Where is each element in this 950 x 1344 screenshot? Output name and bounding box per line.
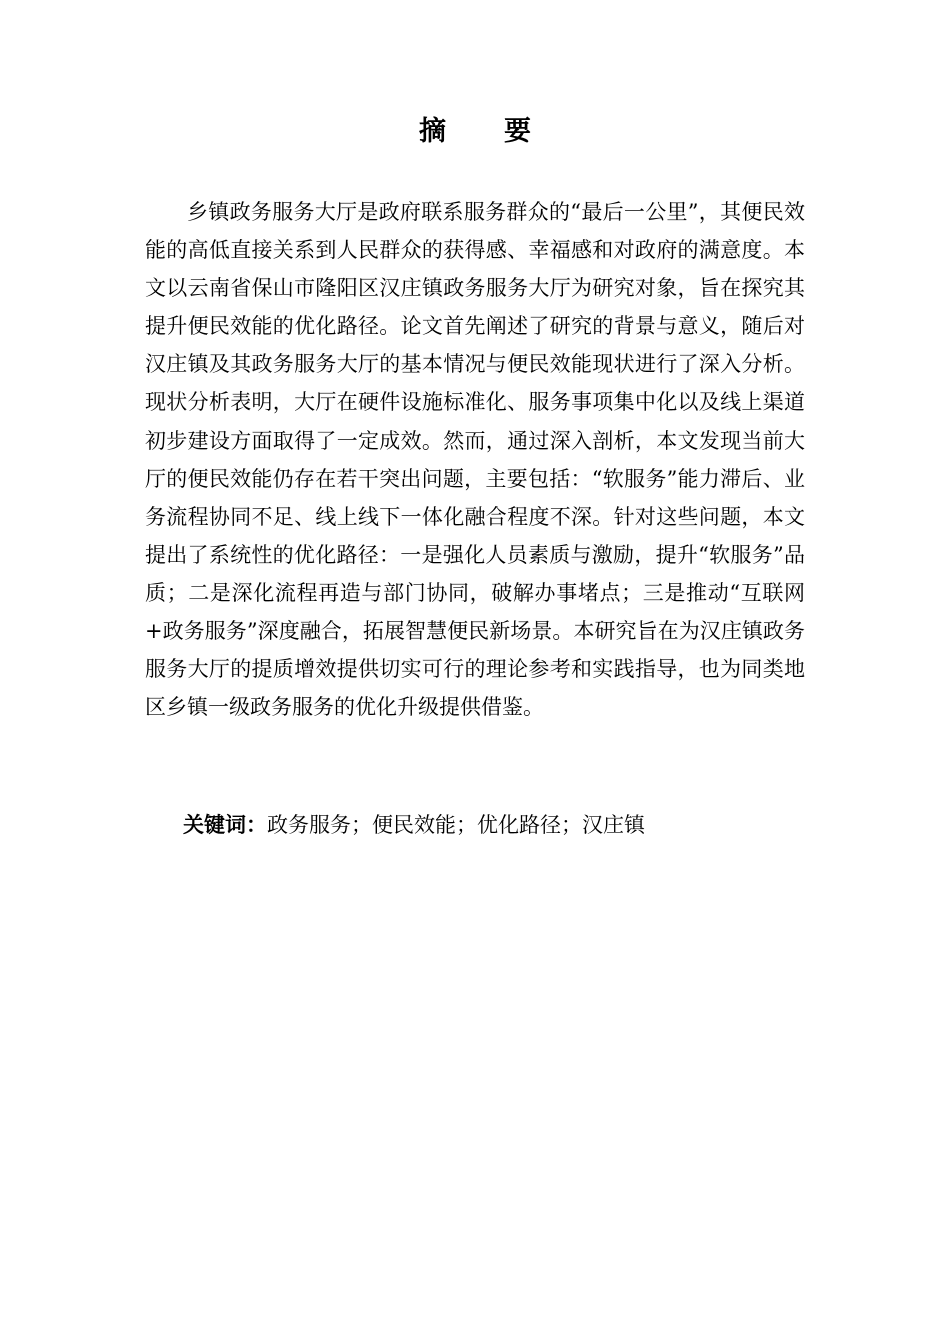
keywords-line — [183, 806, 803, 844]
keywords-value: 政务服务；便民效能；优化路径；汉庄镇 — [267, 813, 645, 837]
abstract-title: 摘 要 — [418, 116, 556, 147]
abstract-body: 乡镇政务服务大厅是政府联系服务群众的“最后一公里”，其便民效能的高低直接关系到人民群众的获得感、幸福感和对政府的满意度。本文以云南省保山市隆阳区汉庄镇政务服务大厅为研究对象，旨在探究其提升便民效能的优化路径。论文首先阐述了研究的背景与意义，随后对汉庄镇及其政务服务大厅的基本情况与便民效能现状进行了深入分析。现状分析表明，大厅在硬件设施标准化、服务事项集中化以及线上渠道初步建设方面取得了一定成效。然而，通过深入剖析，本文发现当前大厅的便民效能仍存在若干突出问题，主要包括：“软服务”能力滞后、业务流程协同不足、线上线下一体化融合程度不深。针对这些问题，本文提出了系统性的优化路径：一是强化人员素质与激励，提升“软服务”品质；二是深化流程再造与部门协同，破解办事堵点；三是推动“互联网+政务服务”深度融合，拓展智慧便民新场景。本研究旨在为汉庄镇政务服务大厅的提质增效提供切实可行的理论参考和实践指导，也为同类地区乡镇一级政务服务的优化升级提供借鉴。 — [145, 200, 805, 720]
keywords-label: 关键词： — [183, 813, 267, 837]
